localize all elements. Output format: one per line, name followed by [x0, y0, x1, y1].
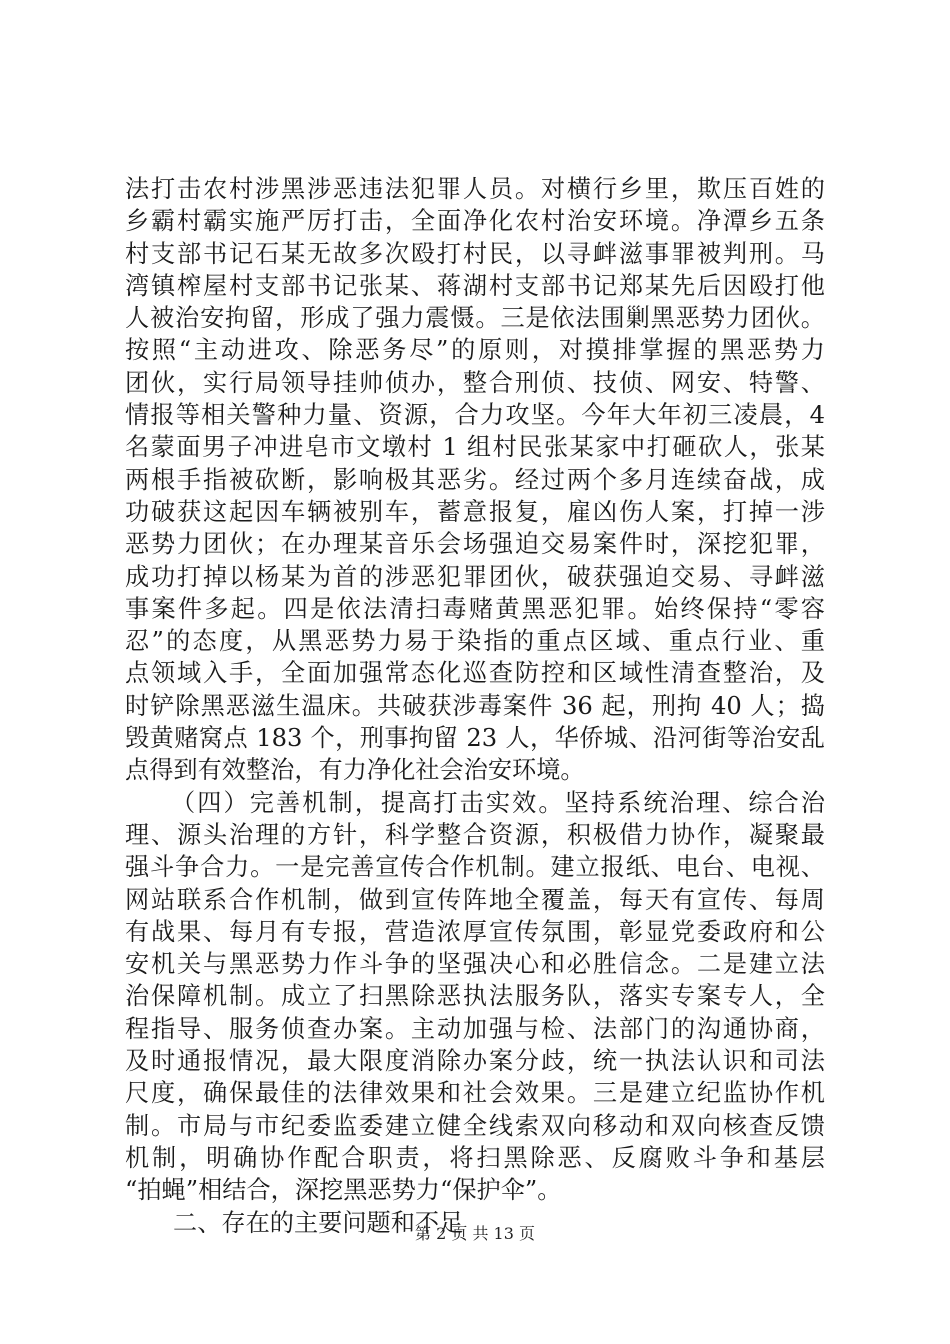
text-line: 尺度，确保最佳的法律效果和社会效果。三是建立纪监协作机: [125, 1079, 825, 1108]
text-line: 功破获这起因车辆被别车，蓄意报复，雇凶伤人案，打掉一涉: [125, 497, 825, 526]
text-line: 理、源头治理的方针，科学整合资源，积极借力协作，凝聚最: [125, 820, 825, 849]
text-line: 名蒙面男子冲进皂市文墩村 1 组村民张某家中打砸砍人，张某: [125, 433, 825, 462]
text-line: 有战果、每月有专报，营造浓厚宣传氛围，彰显党委政府和公: [125, 917, 825, 946]
text-line: 机制，明确协作配合职责，将扫黑除恶、反腐败斗争和基层: [125, 1143, 825, 1172]
text-line-paragraph-end: “拍蝇”相结合，深挖黑恶势力“保护伞”。: [125, 1176, 562, 1205]
text-line: 时铲除黑恶滋生温床。共破获涉毒案件 36 起，刑拘 40 人；捣: [125, 691, 825, 720]
text-line: 乡霸村霸实施严厉打击，全面净化农村治安环境。净潭乡五条: [125, 207, 825, 236]
text-line: 法打击农村涉黑涉恶违法犯罪人员。对横行乡里，欺压百姓的: [125, 175, 825, 203]
section-four-first-line: （四）完善机制，提高打击实效。坚持系统治理、综合治: [171, 788, 825, 817]
section-heading: 二、存在的主要问题和不足: [173, 1208, 464, 1237]
text-line: 及时通报情况，最大限度消除办案分歧，统一执法认识和司法: [125, 1047, 825, 1076]
text-line: 网站联系合作机制，做到宣传阵地全覆盖，每天有宣传、每周: [125, 885, 825, 914]
text-line: 点领域入手，全面加强常态化巡查防控和区域性清查整治，及: [125, 659, 825, 688]
text-line: 安机关与黑恶势力作斗争的坚强决心和必胜信念。二是建立法: [125, 950, 825, 979]
body-text: [125, 173, 825, 1239]
text-line-paragraph-end: 点得到有效整治，有力净化社会治安环境。: [125, 756, 585, 785]
text-line: 成功打掉以杨某为首的涉恶犯罪团伙，破获强迫交易、寻衅滋: [125, 562, 825, 591]
text-line: 情报等相关警种力量、资源，合力攻坚。今年大年初三凌晨，4: [125, 401, 825, 430]
text-line: 治保障机制。成立了扫黑除恶执法服务队，落实专案专人，全: [125, 982, 825, 1011]
text-line: 团伙，实行局领导挂帅侦办，整合刑侦、技侦、网安、特警、: [125, 368, 825, 397]
text-line: 忍”的态度，从黑恶势力易于染指的重点区域、重点行业、重: [125, 627, 825, 656]
text-line: 毁黄赌窝点 183 个，刑事拘留 23 人，华侨城、沿河街等治安乱: [125, 724, 825, 753]
text-line: 湾镇榨屋村支部书记张某、蒋湖村支部书记郑某先后因殴打他: [125, 271, 825, 300]
text-line: 恶势力团伙；在办理某音乐会场强迫交易案件时，深挖犯罪，: [125, 530, 825, 559]
text-line: 人被治安拘留，形成了强力震慑。三是依法围剿黑恶势力团伙。: [125, 304, 825, 333]
text-line: 按照“主动进攻、除恶务尽”的原则，对摸排掌握的黑恶势力: [125, 336, 825, 365]
text-line: 事案件多起。四是依法清扫毒赌黄黑恶犯罪。始终保持“零容: [125, 594, 825, 623]
text-line: 两根手指被砍断，影响极其恶劣。经过两个多月连续奋战，成: [125, 465, 825, 494]
text-line: 村支部书记石某无故多次殴打村民，以寻衅滋事罪被判刑。马: [125, 239, 825, 268]
text-line: 强斗争合力。一是完善宣传合作机制。建立报纸、电台、电视、: [125, 853, 825, 882]
page-footer: 第 2 页 共 13 页: [415, 1224, 535, 1243]
text-line: 程指导、服务侦查办案。主动加强与检、法部门的沟通协商，: [125, 1014, 825, 1043]
text-line: 制。市局与市纪委监委建立健全线索双向移动和双向核查反馈: [125, 1111, 825, 1140]
